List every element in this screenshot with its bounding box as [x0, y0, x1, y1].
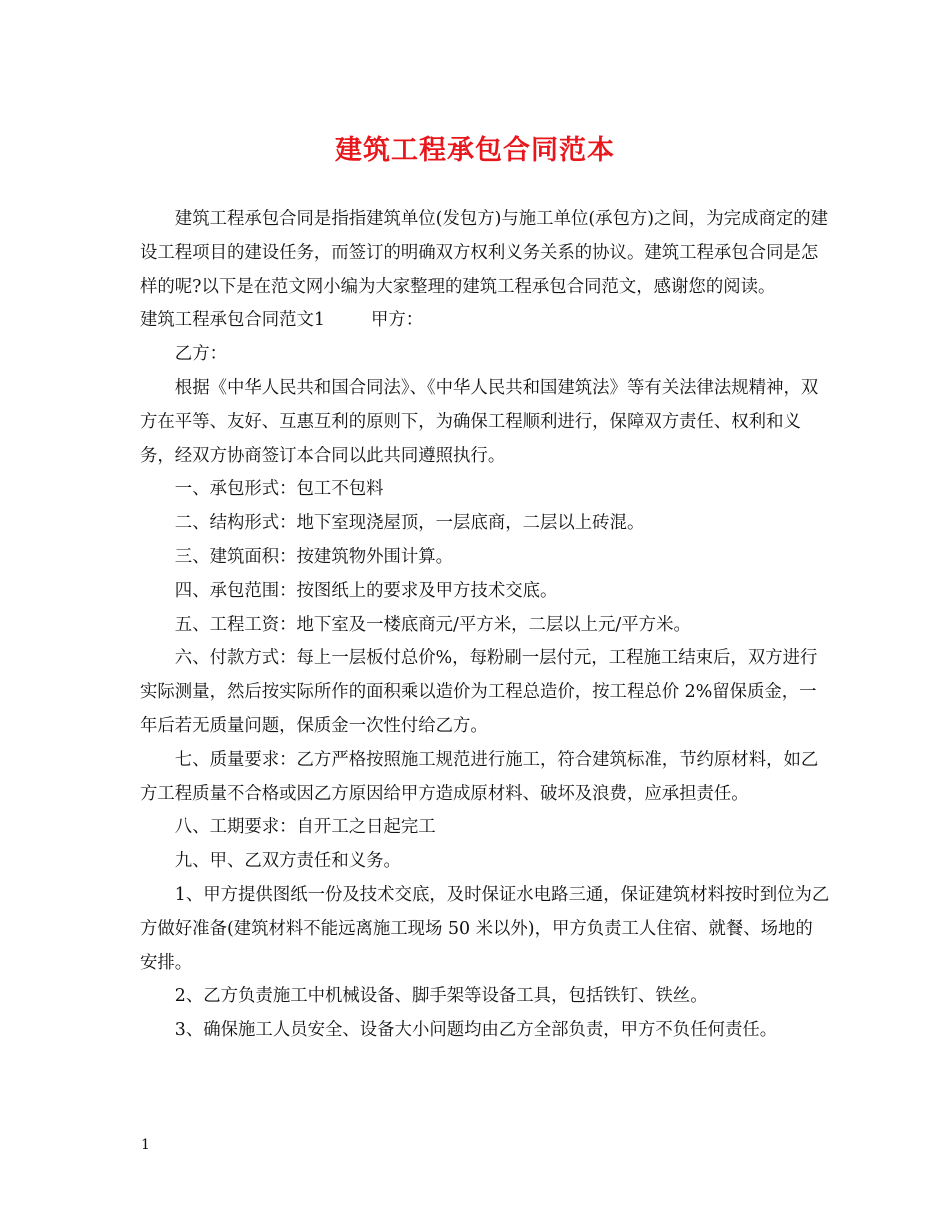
clause-paragraph: 2、乙方负责施工中机械设备、脚手架等设备工具，包括铁钉、铁丝。 [174, 986, 708, 1007]
intro-paragraph: 建筑工程承包合同是指指建筑单位(发包方)与施工单位(承包方)之间，为完成商定的建设工程项目的建设任务，而签订的明确双方权利义务关系的协议。建筑工程承包合同是怎样的呢?以下是在范文网小编为大家整理的建筑工程承包合同范文，感谢您的阅读。 [140, 209, 829, 297]
document-body [140, 203, 830, 1048]
clause-paragraph: 九、甲、乙双方责任和义务。 [174, 851, 401, 872]
clause-paragraph: 3、确保施工人员安全、设备大小问题均由乙方全部负责，甲方不负任何责任。 [174, 1020, 778, 1041]
clause-paragraph: 七、质量要求：乙方严格按照施工规范进行施工，符合建筑标准，节约原材料，如乙方工程质量不合格或因乙方原因给甲方造成原材料、破坏及浪费，应承担责任。 [140, 749, 819, 804]
clause-paragraph: 二、结构形式：地下室现浇屋顶，一层底商，二层以上砖混。 [174, 513, 645, 534]
sample-heading-line [140, 304, 830, 338]
sample-heading: 建筑工程承包合同范文1 [140, 310, 325, 331]
party-b-label: 乙方： [174, 344, 227, 365]
clause-paragraph: 一、承包形式：包工不包料 [174, 479, 384, 500]
page-number: 1 [141, 1137, 150, 1153]
clause-paragraph: 三、建筑面积：按建筑物外围计算。 [174, 546, 454, 567]
clause-paragraph: 1、甲方提供图纸一份及技术交底，及时保证水电路三通，保证建筑材料按时到位为乙方做好准备(建筑材料不能远离施工现场 50 米以外)，甲方负责工人住宿、就餐、场地的安排。 [140, 884, 830, 973]
clause-paragraph: 根据《中华人民共和国合同法》、《中华人民共和国建筑法》等有关法律法规精神，双方在平等、友好、互惠互利的原则下，为确保工程顺利进行，保障双方责任、权利和义务，经双方协商签订本合同以此共同遵照执行。 [140, 377, 819, 466]
document-title: 建筑工程承包合同范本 [335, 135, 615, 166]
clause-paragraph: 四、承包范围：按图纸上的要求及甲方技术交底。 [174, 580, 558, 601]
party-a-label: 甲方： [370, 310, 424, 331]
clause-paragraph: 六、付款方式：每上一层板付总价%，每粉刷一层付元，工程施工结束后，双方进行实际测量，然后按实际所作的面积乘以造价为工程总造价，按工程总价 2%留保质金，一年后若无质量问题，保质金一次性付给乙方。 [140, 648, 818, 736]
clause-paragraph: 八、工期要求：自开工之日起完工 [174, 817, 436, 838]
clause-paragraph: 五、工程工资：地下室及一楼底商元/平方米，二层以上元/平方米。 [174, 614, 691, 635]
